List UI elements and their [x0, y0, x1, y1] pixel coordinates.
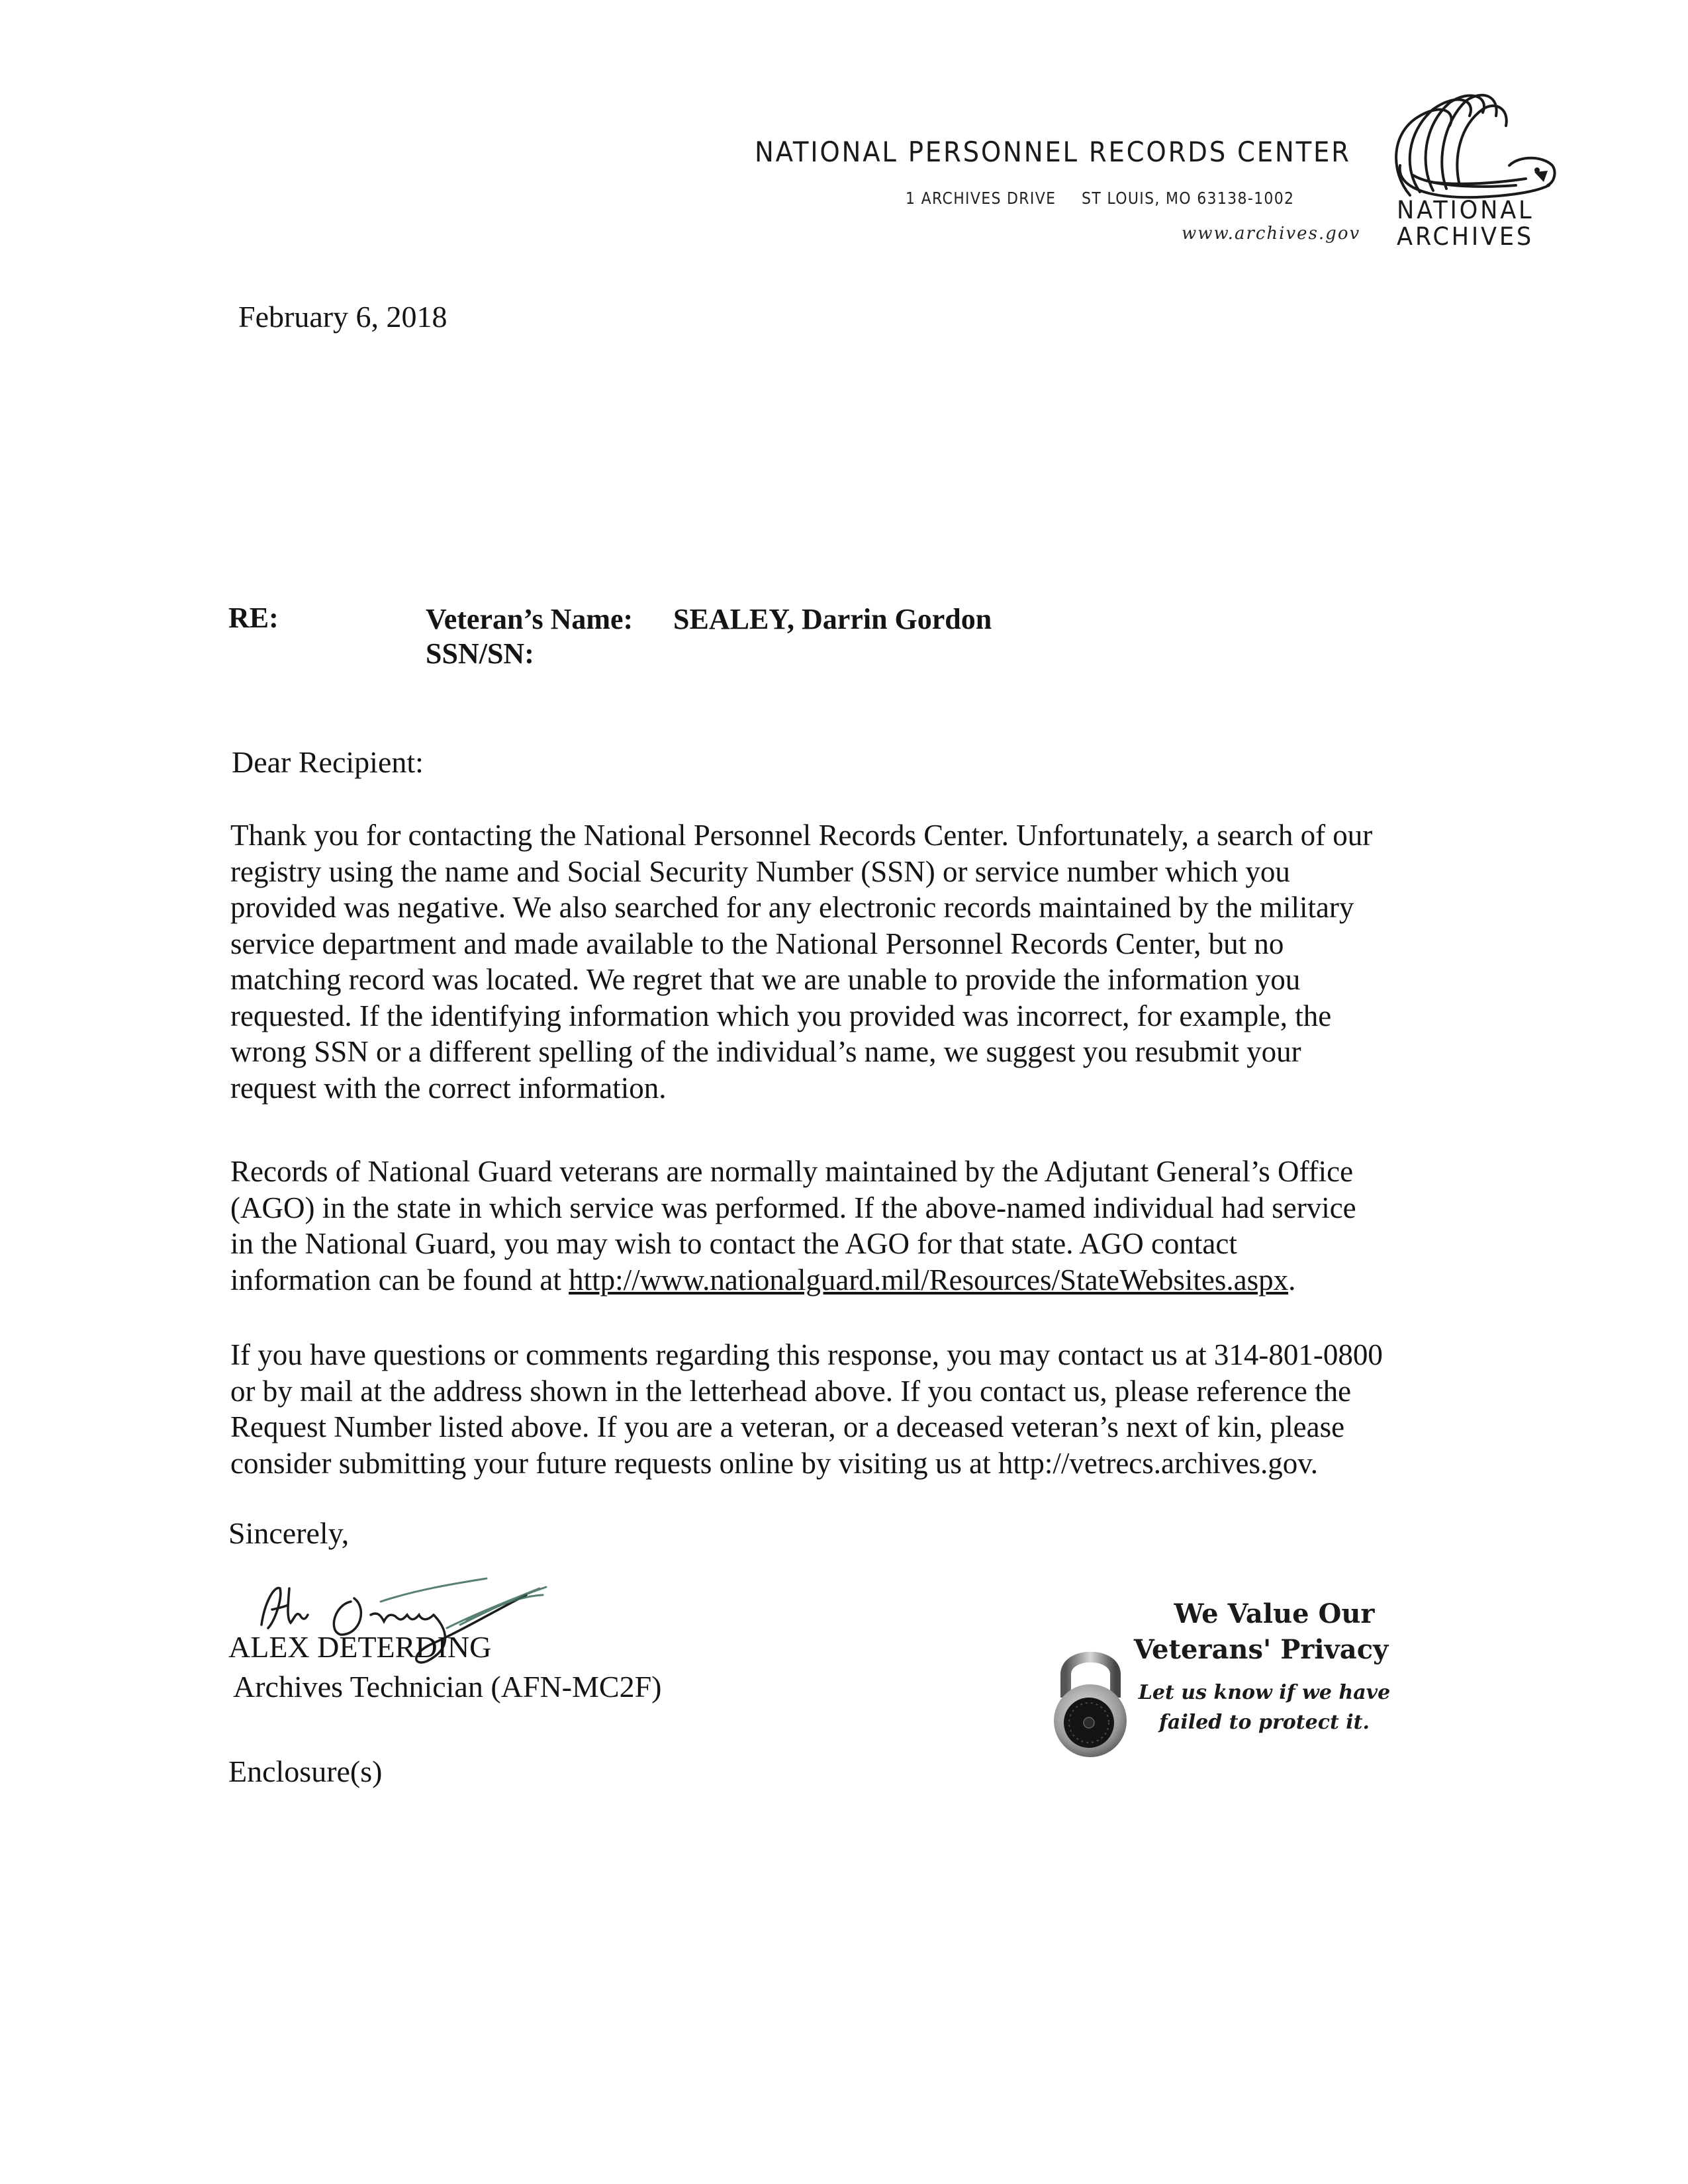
paragraph-line: Records of National Guard veterans are normally maintained by the Adjutant General’s Office [230, 1155, 1354, 1188]
paragraph-line: in the National Guard, you may wish to contact the AGO for that state. AGO contact [230, 1227, 1237, 1260]
closing: Sincerely, [228, 1516, 350, 1550]
privacy-heading-line2: Veterans' Privacy [1133, 1634, 1389, 1665]
logo-text-national: NATIONAL [1397, 196, 1534, 224]
paragraph-search-result [230, 817, 1521, 1106]
signer-name: ALEX DETERDING [228, 1630, 492, 1664]
salutation: Dear Recipient: [232, 745, 424, 779]
enclosure-note: Enclosure(s) [228, 1754, 383, 1788]
paragraph-line: matching record was located. We regret that we are unable to provide the information you [230, 963, 1301, 996]
privacy-sub-line1: Let us know if we have [1138, 1681, 1391, 1704]
paragraph-line: request with the correct information. [230, 1071, 667, 1105]
paragraph-line [230, 1262, 1521, 1298]
paragraph-line: Request Number listed above. If you are a veteran, or a deceased veteran’s next of kin, please [230, 1410, 1345, 1443]
paragraph-line: requested. If the identifying information which you provided was incorrect, for example, the [230, 999, 1332, 1032]
logo-text-archives: ARCHIVES [1397, 222, 1534, 251]
veteran-name-label: Veteran’s Name: [426, 603, 633, 635]
privacy-sub-line2: failed to protect it. [1159, 1711, 1370, 1734]
privacy-badge [1043, 1592, 1413, 1764]
address-city: ST LOUIS, MO 63138-1002 [1082, 189, 1295, 208]
paragraph-contact [230, 1337, 1521, 1481]
paragraph-line: registry using the name and Social Security Number (SSN) or service number which you [230, 854, 1290, 888]
veteran-name-value: SEALEY, Darrin Gordon [673, 603, 992, 635]
letter-date: February 6, 2018 [238, 300, 447, 334]
ssn-label: SSN/SN: [426, 637, 534, 670]
paragraph-line: Thank you for contacting the National Personnel Records Center. Unfortunately, a search of our [230, 819, 1373, 852]
eagle-icon [1383, 86, 1569, 205]
letterhead-website: www.archives.gov [1182, 224, 1361, 244]
paragraph-line: If you have questions or comments regarding this response, you may contact us at 314-801-0800 [230, 1338, 1383, 1371]
paragraph-line: or by mail at the address shown in the letterhead above. If you contact us, please reference the [230, 1374, 1352, 1408]
combination-padlock-icon [1043, 1645, 1142, 1757]
paragraph-line: service department and made available to the National Personnel Records Center, but no [230, 927, 1284, 960]
paragraph-line: (AGO) in the state in which service was performed. If the above-named individual had service [230, 1191, 1356, 1224]
national-guard-link[interactable]: http://www.nationalguard.mil/Resources/StateWebsites.aspx [569, 1263, 1289, 1297]
paragraph-line: consider submitting your future requests online by visiting us at http://vetrecs.archives.gov. [230, 1446, 1319, 1480]
address-street: 1 ARCHIVES DRIVE [906, 189, 1056, 208]
line-suffix: . [1288, 1263, 1296, 1297]
paragraph-line: provided was negative. We also searched for any electronic records maintained by the military [230, 891, 1354, 924]
privacy-heading-line1: We Value Our [1174, 1598, 1375, 1629]
signer-title: Archives Technician (AFN-MC2F) [233, 1670, 662, 1704]
paragraph-national-guard [230, 1154, 1521, 1298]
paragraph-line: wrong SSN or a different spelling of the individual’s name, we suggest you resubmit your [230, 1035, 1301, 1068]
letterhead-organization: NATIONAL PERSONNEL RECORDS CENTER [755, 136, 1351, 168]
letterhead-address [906, 189, 1294, 208]
line-prefix: information can be found at [230, 1263, 569, 1297]
re-label: RE: [228, 602, 279, 634]
